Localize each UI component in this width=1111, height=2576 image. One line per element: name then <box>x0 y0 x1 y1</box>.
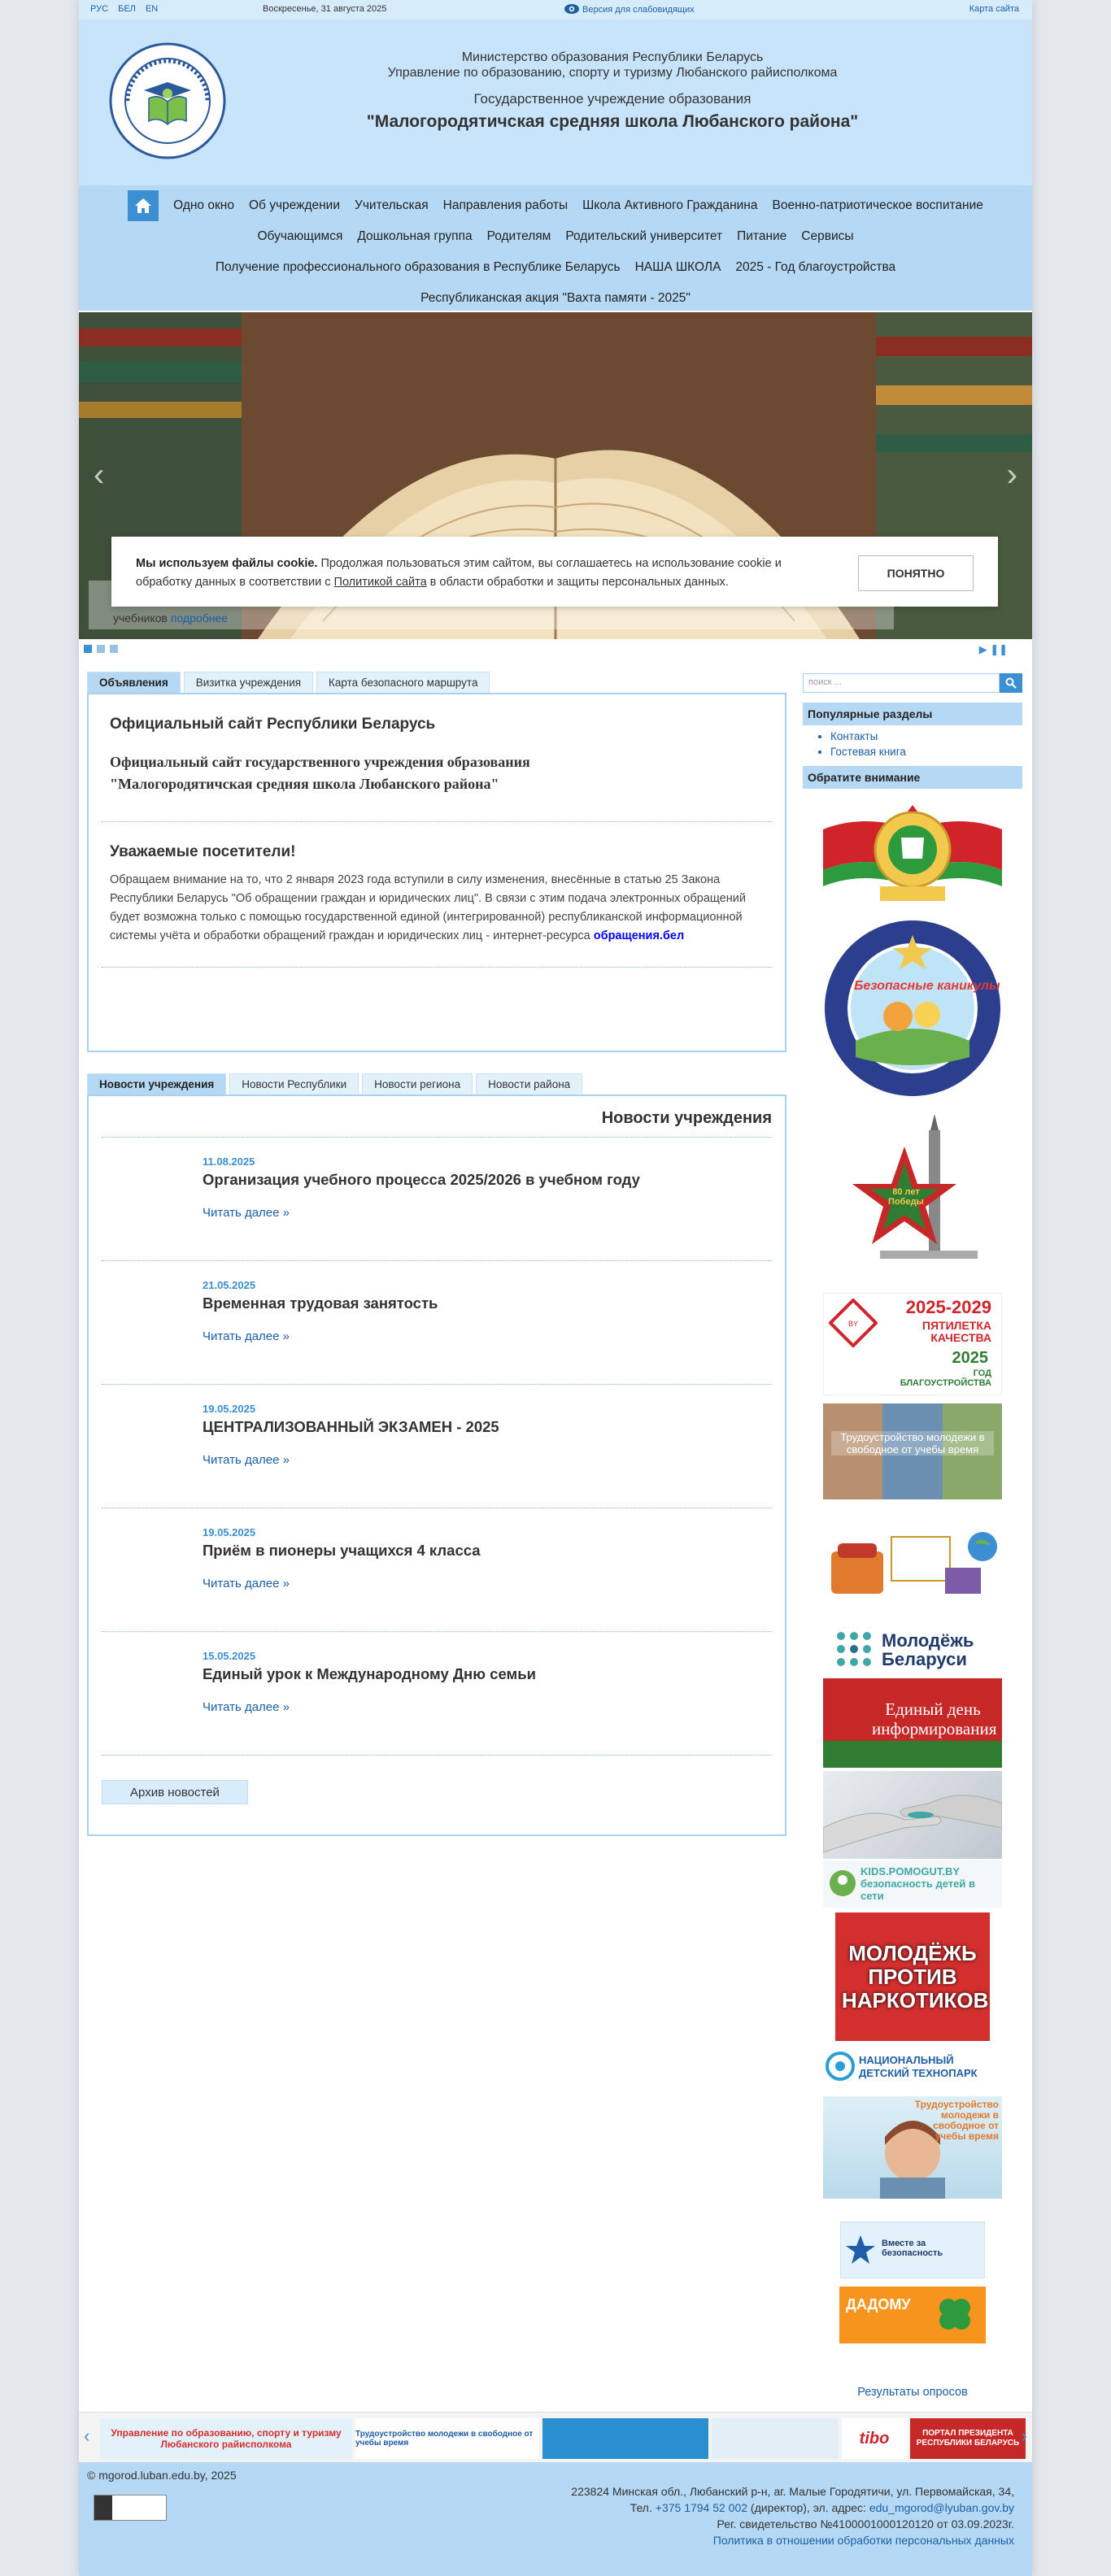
counter-icon <box>94 2496 112 2520</box>
sidebar <box>803 673 1022 2399</box>
coat-of-arms-icon <box>823 805 1002 906</box>
announcements-panel <box>87 693 786 1052</box>
main-menu <box>79 185 1032 311</box>
search-input[interactable]: поиск ... <box>803 673 1000 693</box>
news-headline[interactable]: Приём в пионеры учащихся 4 класса <box>203 1542 481 1559</box>
tab-region-news[interactable]: Новости региона <box>362 1073 473 1094</box>
safe-holidays-banner[interactable] <box>823 919 1002 1098</box>
year-label: ГОД БЛАГОУСТРОЙСТВА <box>900 1368 991 1388</box>
partner-banner-minsk[interactable] <box>712 2418 839 2459</box>
hands-banner[interactable] <box>823 1771 1002 1859</box>
divider <box>102 967 772 968</box>
read-more-link[interactable]: Читать далее » <box>203 1700 290 1714</box>
menu-item-memory-watch[interactable]: Республиканская акция "Вахта памяти - 2025" <box>420 291 691 305</box>
tab-republic-news[interactable]: Новости Республики <box>229 1073 359 1094</box>
attention-header: Обратите внимание <box>803 766 1022 789</box>
menu-row <box>79 190 1032 221</box>
slider-play-pause-icon[interactable]: ▶ ❚❚ <box>978 643 1008 655</box>
technopark-banner[interactable] <box>823 2047 1002 2086</box>
together-text: Вместе за безопасность <box>882 2239 943 2258</box>
department-line: Управление по образованию, спорту и туризму Любанского райисполкома <box>387 66 838 80</box>
read-more-link[interactable]: Читать далее » <box>203 1577 290 1590</box>
strip-prev-icon[interactable]: ‹ <box>84 2426 90 2446</box>
cookie-text-2: в области обработки и защиты персональных данных. <box>426 576 729 589</box>
quality-banner[interactable] <box>823 1293 1002 1395</box>
year-number: 2025 <box>952 1349 988 1367</box>
home-button[interactable] <box>128 190 159 221</box>
contact-info <box>571 2483 1014 2548</box>
address: 223824 Минская обл., Любанский р-н, аг. Малые Городятичи, ул. Первомайская, 34, <box>571 2485 1014 2498</box>
caption-more-link[interactable]: подробнее <box>170 611 229 624</box>
tab-school-news[interactable]: Новости учреждения <box>87 1073 226 1094</box>
divider <box>102 821 772 822</box>
news-date: 21.05.2025 <box>203 1279 256 1291</box>
eye-icon <box>564 3 580 15</box>
kids-text: KIDS.POMOGUT.BY безопасность детей в сети <box>860 1865 975 1902</box>
victory-text: 80 лет Победы <box>888 1187 924 1207</box>
partner-banner-label: Трудоустройство молодежи в свободное от учебы время <box>355 2430 534 2448</box>
lang-ru[interactable]: РУС <box>90 4 109 14</box>
tab-safe-route[interactable]: Карта безопасного маршрута <box>316 672 490 693</box>
dadomu-text: ДАДОМУ <box>846 2296 911 2313</box>
anti-drugs-text: МОЛОДЁЖЬ ПРОТИВ НАРКОТИКОВ <box>842 1941 989 2012</box>
menu-item-parents[interactable]: Родителям <box>486 229 551 243</box>
quality-label: ПЯТИЛЕТКА КАЧЕСТВА <box>921 1319 991 1344</box>
news-headline[interactable]: Организация учебного процесса 2025/2026 в учебном году <box>203 1171 640 1188</box>
coat-of-arms-banner[interactable] <box>823 805 1002 906</box>
vision-label: Версия для слабовидящих <box>582 5 695 15</box>
visitors-heading: Уважаемые посетители! <box>110 843 296 860</box>
current-date: Воскресенье, 31 августа 2025 <box>263 4 387 14</box>
news-date: 15.05.2025 <box>203 1650 256 1662</box>
partner-banner-list <box>100 2418 1026 2459</box>
menu-item-parent-university[interactable]: Родительский университет <box>565 229 723 243</box>
news-section <box>87 1073 786 1836</box>
menu-item-one-window[interactable]: Одно окно <box>173 198 234 212</box>
anti-drugs-banner[interactable] <box>835 1912 990 2041</box>
menu-item-teachers[interactable]: Учительская <box>355 198 429 212</box>
menu-item-about[interactable]: Об учреждении <box>248 198 340 212</box>
youth-belarus-banner[interactable] <box>823 1625 1002 1673</box>
privacy-policy-link[interactable]: Политика в отношении обработки персональных данных <box>712 2534 1014 2547</box>
news-headline[interactable]: Временная трудовая занятость <box>203 1295 438 1312</box>
search-icon <box>1005 677 1017 689</box>
slider-dot[interactable] <box>84 645 92 653</box>
menu-item-year[interactable]: 2025 - Год благоустройства <box>735 260 896 274</box>
youth-text: Молодёжь Беларуси <box>882 1630 974 1669</box>
registration: Рег. свидетельство №4100001000120120 от 03.09.2023г. <box>717 2517 1014 2530</box>
polls-results-link[interactable]: Результаты опросов <box>857 2386 968 2399</box>
menu-item-professional[interactable]: Получение профессионального образования в Республике Беларусь <box>215 260 621 274</box>
cookie-text-1: Продолжая пользоваться этим сайтом, вы соглашаетесь на использование cookie и обработку данных в соответствии с <box>136 557 782 589</box>
school-supplies-icon <box>823 1519 1002 1605</box>
news-tabs <box>87 1073 786 1094</box>
news-archive-button[interactable]: Архив новостей <box>102 1780 248 1804</box>
dadomu-banner[interactable] <box>839 2287 986 2343</box>
strip-next-icon[interactable]: › <box>1021 2426 1027 2446</box>
institution-type: Государственное учреждение образования <box>473 91 752 107</box>
top-bar <box>79 0 1032 20</box>
menu-item-our-school[interactable]: НАША ШКОЛА <box>634 260 721 274</box>
employment2-banner[interactable] <box>823 2096 1002 2199</box>
slider-nav <box>79 641 1032 659</box>
tab-card[interactable]: Визитка учреждения <box>184 672 313 693</box>
victory-banner[interactable] <box>847 1114 978 1268</box>
news-title: Новости учреждения <box>601 1109 772 1127</box>
cookie-policy-link[interactable]: Политикой сайта <box>333 576 427 589</box>
page <box>79 0 1032 2576</box>
popular-header: Популярные разделы <box>803 703 1022 725</box>
home-icon <box>134 198 152 214</box>
news-date: 19.05.2025 <box>203 1403 256 1415</box>
divider <box>102 1755 772 1756</box>
appeals-link[interactable]: обращения.бел <box>593 929 685 942</box>
school-name: "Малогородятичская средняя школа Любанского района" <box>366 112 859 131</box>
partner-banner-president[interactable] <box>910 2418 1026 2459</box>
info-day-text: Единый день информирования <box>872 1699 997 1738</box>
slider-dot[interactable] <box>110 645 118 653</box>
search-button[interactable] <box>1000 673 1022 693</box>
menu-row <box>79 252 1032 283</box>
partner-banner-employment[interactable] <box>355 2418 539 2459</box>
clover-icon <box>934 2293 976 2335</box>
popular-contacts[interactable]: • Контакты <box>830 729 1022 744</box>
sitemap-link[interactable]: Карта сайта <box>969 4 1019 14</box>
employment2-text: Трудоустройство молодежи в свободное от учебы время <box>914 2099 999 2142</box>
lang-en[interactable]: EN <box>145 4 159 14</box>
employment-text: Трудоустройство молодежи в свободное от учебы время <box>831 1431 994 1456</box>
news-item <box>102 1384 772 1508</box>
kids-icon <box>828 1869 857 1898</box>
news-item <box>102 1137 772 1260</box>
lang-be[interactable]: БЕЛ <box>118 4 136 14</box>
site-header <box>79 20 1032 185</box>
technopark-text: НАЦИОНАЛЬНЫЙ ДЕТСКИЙ ТЕХНОПАРК <box>859 2054 978 2079</box>
partner-banner-education[interactable] <box>100 2418 352 2459</box>
visit-counter[interactable] <box>94 2495 167 2521</box>
read-more-link[interactable]: Читать далее » <box>203 1329 290 1343</box>
news-headline[interactable]: ЦЕНТРАЛИЗОВАННЫЙ ЭКЗАМЕН - 2025 <box>203 1418 499 1435</box>
youth-dots-icon <box>834 1630 875 1670</box>
vision-link[interactable] <box>564 3 695 15</box>
partner-banner-label: Управление по образованию, спорту и туризму Любанского райисполкома <box>111 2427 342 2450</box>
safe-holidays-text: Безопасные каникулы <box>854 979 1000 993</box>
school-logo[interactable] <box>108 41 227 160</box>
phone-link[interactable]: +375 1794 52 002 <box>655 2501 748 2514</box>
read-more-link[interactable]: Читать далее » <box>203 1206 290 1220</box>
slider-prev-icon[interactable]: ‹ <box>94 457 105 493</box>
news-item <box>102 1631 772 1755</box>
phone-line <box>571 2500 1014 2516</box>
news-panel <box>87 1094 786 1836</box>
slider-dots <box>84 645 118 653</box>
phone-prefix: Тел. <box>630 2501 656 2514</box>
cookie-bold: Мы используем файлы cookie. <box>136 557 318 570</box>
news-headline[interactable]: Единый урок к Международному Дню семьи <box>203 1665 536 1682</box>
phone-mid: (директор), эл. адрес: <box>747 2501 869 2514</box>
popular-guestbook[interactable]: • Гостевая книга <box>830 744 1022 759</box>
menu-item-preschool[interactable]: Дошкольная группа <box>357 229 473 243</box>
slider-next-icon[interactable]: › <box>1006 457 1017 493</box>
email-link[interactable]: edu_mgorod@lyuban.gov.by <box>869 2501 1014 2514</box>
svg-text:BY: BY <box>847 1320 859 1328</box>
news-item <box>102 1508 772 1631</box>
menu-item-active-citizen[interactable]: Школа Активного Гражданина <box>582 198 758 212</box>
cookie-accept-button[interactable]: ПОНЯТНО <box>858 555 974 591</box>
partner-banners <box>79 2412 1032 2462</box>
partner-banner-tibo[interactable] <box>842 2418 907 2459</box>
news-item <box>102 1260 772 1384</box>
caption-text: учебников <box>113 611 168 624</box>
slider-dot[interactable] <box>97 645 105 653</box>
header-text <box>242 50 983 132</box>
quality-years: 2025-2029 <box>905 1297 991 1317</box>
together-safety-banner[interactable] <box>840 2221 985 2278</box>
visitors-body: Обращаем внимание на то, что 2 января 2023 года вступили в силу изменения, внесённые в статью 25 Закона Республики Беларусь "Об обращении граждан и юридических лиц". В связи с этим подача электронных обращений будет возможна только с помощью государственной единой (интегрированной) республиканской информационной системы учёта и обработки обращений граждан и юридических лиц - интернет-ресурса <box>110 873 746 942</box>
technopark-icon <box>825 2051 856 2082</box>
language-switcher <box>90 4 165 14</box>
menu-item-students[interactable]: Обучающимся <box>257 229 343 243</box>
site-footer <box>79 2462 1032 2576</box>
news-date: 19.05.2025 <box>203 1526 256 1538</box>
cookie-banner <box>111 537 998 607</box>
info-day-banner[interactable] <box>823 1678 1002 1768</box>
subtitle-line-1: Официальный сайт государственного учреждения образования <box>110 754 530 770</box>
safe-holidays-icon <box>823 919 1002 1098</box>
announcement-subtitle <box>110 751 772 795</box>
ministry-line: Министерство образования Республики Беларусь <box>461 50 764 64</box>
employment-banner[interactable] <box>823 1403 1002 1499</box>
quality-emblem-icon <box>829 1299 878 1347</box>
announcements-tabs <box>87 672 786 693</box>
subtitle-line-2: "Малогородятичская средняя школа Любанского района" <box>110 776 499 792</box>
partner-banner-label: ПОРТАЛ ПРЕЗИДЕНТА РЕСПУБЛИКИ БЕЛАРУСЬ <box>916 2429 1020 2448</box>
menu-item-food[interactable]: Питание <box>737 229 787 243</box>
menu-row <box>79 221 1032 252</box>
copyright: © mgorod.luban.edu.by, 2025 <box>87 2469 237 2482</box>
menu-item-patriotic[interactable]: Военно-патриотическое воспитание <box>772 198 983 212</box>
menu-row <box>79 283 1032 314</box>
menu-item-directions[interactable]: Направления работы <box>442 198 569 212</box>
visitors-text <box>110 871 772 946</box>
school-supplies-banner[interactable] <box>823 1519 1002 1605</box>
partner-banner-regional[interactable] <box>542 2418 708 2459</box>
mchs-star-icon <box>844 2234 877 2266</box>
tab-district-news[interactable]: Новости района <box>476 1073 582 1094</box>
announcements-section <box>87 672 786 1052</box>
tab-announcements[interactable]: Объявления <box>87 672 181 693</box>
hands-icon <box>823 1771 1002 1859</box>
search-form <box>803 673 1022 693</box>
announcement-title: Официальный сайт Республики Беларусь <box>110 716 436 733</box>
news-date: 11.08.2025 <box>203 1155 255 1168</box>
partner-banner-label: tibo <box>859 2429 890 2448</box>
kids-pomogut-banner[interactable] <box>823 1860 1002 1908</box>
popular-list <box>830 729 1022 759</box>
read-more-link[interactable]: Читать далее » <box>203 1453 290 1467</box>
menu-item-services[interactable]: Сервисы <box>801 229 854 243</box>
